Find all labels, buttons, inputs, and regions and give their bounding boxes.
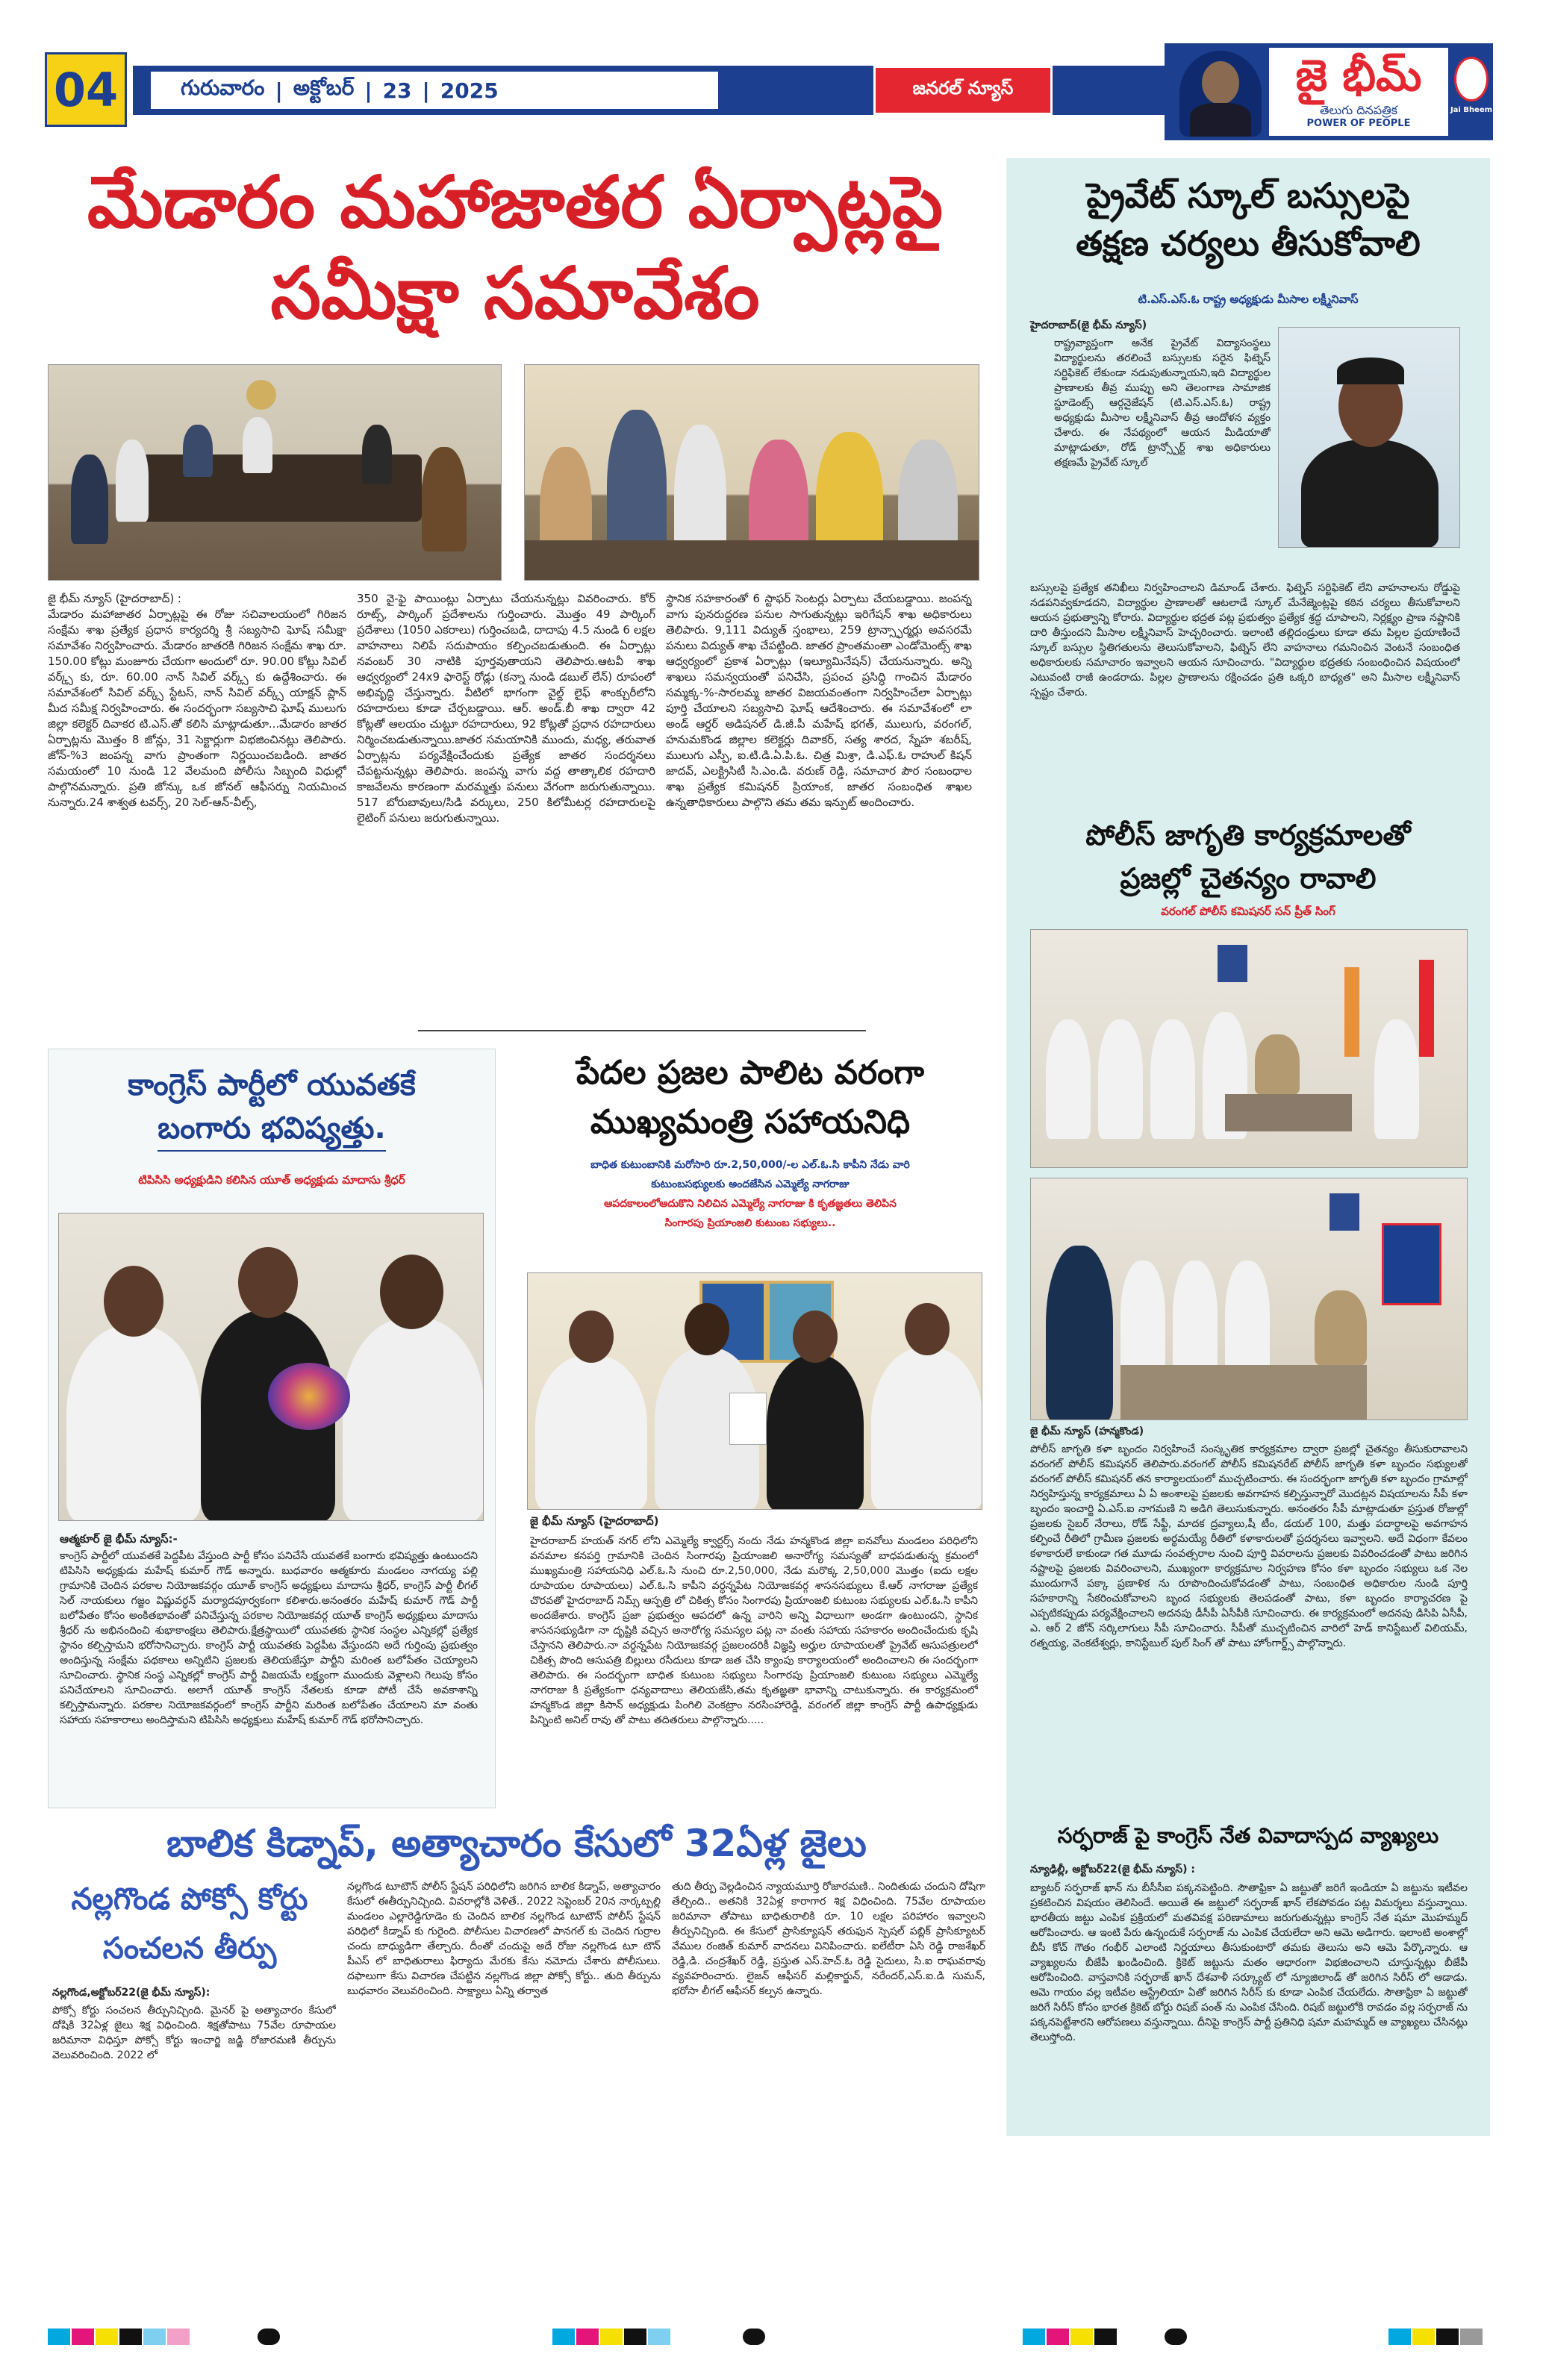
- header-month: అక్టోబర్: [293, 75, 355, 100]
- page-header: [45, 43, 1493, 148]
- main-article-col3: స్థానిక సహకారంతో 6 స్టాఫర్ సెంటర్లు ఏర్పాటు చేయబడ్డాయి. జంపన్న వాగు పునరుద్ధరణ పనుల సాగుతున్నట్లు ఇరిగేషన్ శాఖ అధికారులు తెలిపారు. 9,111 విద్యుత్ స్తంభాలు, 259 ట్రాన్స్ఫార్మర్లు అవసరమే పనులు విద్యుత్ శాఖ చేపట్టింది. జాతర ప్రాంతమంతా ఎండోమెంట్స్ శాఖ ఆధ్వర్యంలో ప్రకాశ ఏర్పాట్లు (ఇల్యూమినేషన్) చేయనున్నారు. అన్ని శాఖలు సమన్వయంతో పనిచేసి, ప్రపంచ ప్రసిద్ధి గాంచిన మేడారం సమ్మక్క-%-సారలమ్మ జాతర విజయవంతంగా నిర్వహించేలా ఏర్పాట్లు పూర్తి చేయాలని సబ్యసాచి ఘోష్ ఆదేశించారు. ఈ సమావేశంలో లా అండ్ ఆర్డర్ అడిషనల్ డి.జీ.పీ మహేష్ భగత్, ములుగు, వరంగల్, హనుమకొండ జిల్లాల కలెక్టర్లు దివాకర్, సత్య శారద, స్నేహ శబరీష్, ములుగు ఎస్పీ, ఐ.టి.డి.ఏ.పి.ఓ. చిత్ర మిశ్రా, డి.ఎఫ్.ఓ రాహుల్ కిషన్ జాదవ్, ఎలక్ట్రిసిటీ సి.ఎం.డి. వరుణ్ రెడ్డి, సమాచార పౌర సంబంధాల శాఖ ప్రత్యేక కమిషనర్ ప్రియాంక, జాతర సంబంధిత శాఖల ఉన్నతాధికారులు పాల్గొని తమ తమ ఇన్పుట్ అందించారు.: [666, 592, 972, 809]
- section-label-box: [873, 66, 1053, 115]
- logo-motto: POWER OF PEOPLE: [1306, 118, 1411, 129]
- kidnap-subhead-line2: సంచలన తీర్పు: [102, 1931, 277, 1966]
- header-date: 23: [382, 78, 412, 103]
- congress-headline-line1: కాంగ్రెస్ పార్టీలో యువతకే: [128, 1068, 416, 1102]
- congress-photo: [58, 1213, 484, 1521]
- congress-subhead: టిపిసిసి అధ్యక్షుడిని కలిసిన యూత్ అధ్యక్షుడు మాదాసు శ్రీధర్: [138, 1173, 405, 1187]
- sarfraz-body: బ్యాటర్ సర్ఫరాజ్ ఖాన్ ను బీసీసీఐ పక్కనపెట్టింది. సౌతాఫ్రికా ఏ జట్టుతో జరిగే ఇండియా ఏ జట్టును ఇటీవల ప్రకటించిన విషయం తెలిసిందే. అయితే ఈ జట్టులో సర్ఫరాజ్ ఖాన్ లేకపోవడం పట్ల విమర్శలు వస్తున్నాయి. భారతీయ జట్టు ఎంపిక ప్రక్రియలో మతవివక్ష పరిణామాలు జరుగుతున్నట్లు కాంగ్రెస్ నేత షమా మొహమ్మద్ ఆరోపించారు. ఆ ఇంటి పేరు ఉన్నందుకే సర్ఫరాజ్ ను ఎంపిక చేయలేదా అని ఆమె అడిగారు. ఇలాంటి అంశాల్లో బీసీ కోచ్ గౌతం గంభీర్ ఎలాంటి నిర్ణయాలు తీసుకుంటారో తమకు తెలుసు అని ఆమె పేర్కొన్నారు. ఆ వ్యాఖ్యలను బీజేపీ ఖండించింది. క్రికెట్ జట్టును మతం ఆధారంగా విభజించాలని చూస్తున్నట్లు బీజేపీ ఆరోపించింది. వాస్తవానికి సర్ఫరాజ్ ఖాన్ దేశవాళీ సర్క్యూట్ లో న్యూజిలాండ్ తో జరిగిన సిరీస్ లో ఆడాడు. ఆమె గాయం వల్ల ఇటీవల ఆస్ట్రేలియా ఏతో జరిగిన సిరీస్ కు కూడా ఎంపిక చేయలేదు. సౌతాఫ్రికా ఏ జట్టుతో జరిగే సిరీస్ కోసం భారత క్రికెట్ బోర్డు రిషబ్ పంత్ ను ఎంపిక చేసింది. రిషబ్ జట్టులోకి రావడం వల్ల సర్ఫరాజ్ ను పక్కనపెట్టేశారని ఆరోపణలు వస్తున్నాయి. దీనిపై కాంగ్రెస్ పార్టీ ప్రతినిధి షమా మహమ్మద్ ఆ వ్యాఖ్యలు చేసినట్లు తెలుస్తోంది.: [1030, 1882, 1468, 2043]
- congress-headline: [48, 1063, 496, 1152]
- cmrf-subhead-1: బాధిత కుటుంబానికి మరోసారి రూ.2,50,000/-ల ఎల్.ఓ.సి కాపీని నేడు వారి: [590, 1159, 910, 1171]
- police-photo-top: [1030, 929, 1468, 1168]
- cmrf-body: హైదరాబాద్ హయత్ నగర్ లోని ఎమ్మెల్యే క్వార్టర్స్ నందు నేడు హన్మకొండ జిల్లా ఐనవోలు మండలం పరిధిలోని వనమాల కనపర్తి గ్రామానికి చెందిన సింగారపు ప్రియాంజలి అనారోగ్య సమస్యతో బాధపడుతున్న క్రమంలో ముఖ్యమంత్రి సహాయనిధి ఎల్.ఓ.సి నుంచి రూ.2,50,000, నేడు మరొక్క 2,50,000 మొత్తం (ఐదు లక్షల రూపాయల రూపాయలు) ఎల్.ఓ.సి కాపీని వర్ధన్నపేట నియోజకవర్గ శాసనసభ్యులు కే.ఆర్ నాగరాజు ప్రత్యేక చొరవతో హైదరాబాద్ నిమ్స్ ఆస్పత్రి లో చికిత్స కోసం సింగారపు ప్రియాంజలి కుటుంబ సభ్యులకు ఎల్.ఓ.సి కాపీని అందజేశారు. కాంగ్రెస్ ప్రజా ప్రభుత్వం ఆపదలో ఉన్న వారిని అన్ని విధాలుగా అండగా ఉంటుందని, స్థానిక శాసనసభ్యుడిగా నా దృష్టికి వచ్చిన అనారోగ్య సమస్యల పట్ల నా వంతు సహాయ సహకారం అందించేందుకు కృషి చేస్తానని తెలిపారు.నా వర్ధన్నపేట నియోజకవర్గ ప్రజలందరికీ విజ్ఞప్తి అర్హుల రూపాయలతో ప్రైవేట్ ఆసుపత్రులలో చికిత్స పొంది ఆసుపత్రి బిల్లులు రసీదులు కూడా జత చేసి క్యాంపు కార్యాలయంలో అందించాలని ఈ సందర్భంగా తెలిపారు. ఈ సందర్భంగా బాధిత కుటుంబ సభ్యులు సింగారపు ప్రియాంజలి కుటుంబ సభ్యులు ఎమ్మెల్యే నాగరాజు కి ప్రత్యేకంగా ధన్యవాదాలు తెలియజేసి,తమ కృతజ్ఞతా భావాన్ని చాటుకున్నారు. ఈ కార్యక్రమంలో హన్మకొండ జిల్లా కిసాన్ అధ్యక్షుడు పింగిలి వెంకట్రాం నరసింహారెడ్డి, వరంగల్ జిల్లా కాంగ్రెస్ పార్టీ ఉపాధ్యక్షుడు పిన్నింటి అనిల్ రావు తో పాటు తదితరులు పాల్గొన్నారు.....: [530, 1535, 978, 1726]
- sarfraz-dateline: న్యూఢిల్లీ, అక్టోబర్22(జై భీమ్ న్యూస్) :: [1030, 1864, 1195, 1875]
- main-headline: [45, 157, 985, 339]
- logo-emblem: [1454, 57, 1489, 101]
- section-label: జనరల్ న్యూస్: [912, 78, 1014, 99]
- kidnap-dateline: నల్లగొండ,అక్టోబర్22(జై భీమ్ న్యూస్):: [52, 1987, 211, 1999]
- sarfraz-headline: సర్ఫరాజ్ పై కాంగ్రెస్ నేత వివాదాస్పద వ్యాఖ్యలు: [1057, 1823, 1439, 1848]
- masthead-logo: [1165, 43, 1493, 140]
- main-headline-line1: మేడారం మహాజాతర ఏర్పాట్లపై: [87, 160, 944, 244]
- logo-small: Jai Bheem: [1450, 106, 1493, 114]
- cmrf-photo: [527, 1272, 982, 1510]
- cmrf-headline-line2: ముఖ్యమంత్రి సహాయనిధి: [590, 1103, 911, 1141]
- police-headline: [1006, 813, 1490, 900]
- main-article-col2: 350 వై-ఫై పాయింట్లు ఏర్పాటు చేయనున్నట్లు వివరించారు. కోర్ రూట్స్, పార్కింగ్ ప్రదేశాలను గుర్తించారు. మొత్తం 49 పార్కింగ్ ప్రదేశాలు (1050 ఎకరాలు) గుర్తించబడి, దాదాపు 4.5 నుండి 6 లక్షల వాహనాలు నిలిపే సదుపాయం కల్పించబడుతుంది. ఈ ఏర్పాట్లు నవంబర్ 30 నాటికి పూర్తవుతాయని తెలిపారు.ఆటవీ శాఖ ఆధ్వర్యంలో 24x9 ఫారెస్ట్ రోడ్లు (కన్నా నుండి డబుల్ లేన్) రూపంలో అభివృద్ధి చేస్తున్నారు. వీటిలో భాగంగా వైల్డ్ లైఫ్ శాంక్చురీలోని రహదారులు కూడా చేర్చబడ్డాయి. ఆర్. అండ్.బీ శాఖ ద్వారా 42 కోట్లతో ఆలయం చుట్టూ రహదారులు, 92 కోట్లతో ప్రధాన రహదారులు నిర్మించబడుతున్నాయి.జాతర సమయానికి ముందు, మధ్య, తరువాత ఏర్పాట్లను పర్యవేక్షించేందుకు ప్రత్యేక జాతర సందర్శనలు చేపట్టనున్నట్లు తెలిపారు. జంపన్న వాగు వద్ద తాత్కాలిక రహదారి కాజవేలను కారణంగా మరమ్మత్తు పనులు వేగంగా జరుగుతున్నాయి. 517 బోరుబావులు/సిడి వర్కులు, 250 కిలోమీటర్ల రహదారులపై లైటింగ్ పనులు జరుగుతున్నాయి.: [357, 592, 655, 825]
- bus-dateline: హైదరాబాద్(జై భీమ్ న్యూస్): [1030, 319, 1147, 331]
- cmrf-subhead-3: ఆపదకాలంలోఆదుకొని నిలిచిన ఎమ్మెల్యే నాగరాజు కి కృతజ్ఞతలు తెలిపిన: [604, 1198, 897, 1210]
- cmrf-subhead-4: సింగారపు ప్రియాంజలి కుటుంబ సభ్యులు..: [664, 1217, 836, 1229]
- police-body: పోలీస్ జాగృతి కళా బృందం నిర్వహించే సంస్కృతిక కార్యక్రమాల ద్వారా ప్రజల్లో చైతన్యం తీసుకురావాలని వరంగల్ పోలీస్ కమిషనర్ తెలిపారు.వరంగల్ పోలీస్ కమిషనరేట్ పోలీస్ జాగృతి కళా బృందం సభ్యులతో వరంగల్ పోలీస్ కమిషనర్ తన కార్యాలయంలో ముచ్చటించారు. ఈ సందర్భంగా జాగృతి కళా బృందం గ్రామాల్లో నిర్వహిస్తున్న కార్యక్రమాలు ఏ ఏ అంశాలపై ప్రజలకు అవగాహన కల్పిస్తున్నారో మొదట్లన విషయాలను సీపీ కళా బృందం ఇంచార్జి ఏ.ఎస్.ఐ నాగమణి ని అడిగి తెలుసుకున్నారు. అనంతరం సీపీ మాట్లాడుతూ ప్రస్తుత రోజుల్లో ప్రజలకు సైబర్ నేరాలు, రోడ్ సేఫ్టీ, మాదక ద్రవ్యాలు,షీ టీం, డయల్ 100, మత్తు పదార్థాలపై అవగాహన కల్పించే రీతిలో గ్రామీణ ప్రజలకు అర్థమయ్యే రీతిలో కళాకారులతో ప్రదర్శనలు ఇవ్వాలని. అదే విధంగా కేవలం కళాకారులే కాకుండా గత మూడు సంవత్సరాల నుంచి పూర్తి వివరాలను ప్రజలకు వివరించడంతో పాటు జరిగిన నష్టాలపై ప్రజలకు వివరించాలని, ముఖ్యంగా కార్యక్రమాల నిర్వహణ కోసం కళా బృందం సభ్యులు ఒక నెల ముందుగానే పక్కా ప్రణాళిక ను రూపొందించుకోవడంతో పాటు, సంబంధిత అధికారుల నుండి పూర్తి సహకారాన్ని సేకరించుకోవాలని బృంద సభ్యులకు తెలపడంతో పాటు, కళా బృందం కార్యాచరణ పై ఎప్పటికప్పుడు పర్యవేక్షించాలని అదనపు డీసీపీ ఏసీపీకి సూచించారు. ఈ కార్యక్రమంలో అదనపు డిసిపి ఏసీపీ, ఎ. ఆర్ 2 జోన్ సర్కిలాగులు సీపీ సూచించారు. సీపీతో ముచ్చటించిన వారిలో హెడ్ కానిస్టేబుల్ విలియమ్, రత్నయ్య, వెంకటేశ్వర్లు, కానిస్టేబుల్ పుల్ సింగ్ తో పాటు హోంగార్డ్స్ పాల్గొన్నారు.: [1030, 1443, 1468, 1649]
- page-number: 04: [53, 62, 119, 117]
- cmrf-dateline: జై భీమ్ న్యూస్ (హైదరాబాద్): [530, 1514, 659, 1528]
- bus-headline: [1006, 172, 1490, 267]
- header-day: గురువారం: [181, 75, 265, 100]
- kidnap-col2: నల్లగొండ టూటౌన్ పోలీస్ స్టేషన్ పరిధిలోని జరిగిన బాలిక కిడ్నాప్, అత్యాచారం కేసులో ఈతీర్పునిచ్చింది. వివరాల్లోకి వెళితే.. 2022 సెప్టెంబర్ 20న నార్కట్పల్లి మండలం ఎల్లారెడ్డిగూడెం కు చెందిన బాలిక నల్లగొండ టూటౌన్ పోలీస్ స్టేషన్ పరిధిలో కిడ్నాప్ కు గురైంది. పోలీసుల విచారణలో పానగల్ కు చెందిన గుర్రాల చందు బాధ్యుడిగా తేల్చారు. దీంతో చందుపై అదే రోజు నల్లగొండ టూ టౌన్ పీఎస్ లో బాధితురాలు ఫిర్యాదు మేరకు కేసు నమోదు చేశారు పోలీసులు. దఫాలుగా కేసు విచారణ చేపట్టిన నల్లగొండ జిల్లా పోక్సో కోర్టు.. తుది తీర్పును బుధవారం వెలువరించింది. సాక్ష్యాలు ఏన్ని తర్వాత: [347, 1881, 661, 1997]
- meeting-photo-left: [48, 364, 502, 581]
- logo-tagline: తెలుగు దినపత్రిక: [1319, 103, 1398, 117]
- meesala-photo: [1278, 327, 1460, 548]
- kidnap-headline: బాలిక కిడ్నాప్, అత్యాచారం కేసులో 32ఏళ్ల జైలు: [166, 1822, 867, 1865]
- police-headline-line2: ప్రజల్లో చైతన్యం రావాలి: [1120, 862, 1377, 895]
- bus-body-full: బస్సులపై ప్రత్యేక తనిఖీలు నిర్వహించాలని డిమాండ్ చేశారు. ఫిట్నెస్ సర్టిఫికెట్ లేని వాహనాలను రోడ్డుపై నడపనివ్వకూడదని, విద్యార్థుల ప్రాణాలతో ఆటలాడే స్కూల్ మేనేజ్మెంట్లపై కఠిన చర్యలు తీసుకోవాలని ఆయన ప్రభుత్వాన్ని కోరారు. విద్యార్థుల భద్రత పట్ల ప్రభుత్వం ప్రత్యేక శ్రద్ధ చూపాలని, నిర్లక్ష్యం ప్రాణ నష్టానికి దారి తీస్తుందని మీసాల లక్ష్మీనివాస్ హెచ్చరించారు. ఇలాంటి తల్లిదండ్రులు కూడా తమ పిల్లల ప్రయాణించే స్కూల్ బస్సుల స్థితిగతులను తెలుసుకోవాలని, ఫిట్నెస్ లేని వాహనాలు గమనించిన వెంటనే సంబంధిత అధికారులకు సమాచారం ఇవ్వాలని ఆయన సూచించారు. "విద్యార్థుల భద్రతకు సంబంధించిన విషయంలో ఎటువంటి రాజీ ఉండరాదు. పిల్లల ప్రాణాలను రక్షించడం ప్రతి ఒక్కరి బాధ్యత" అని మీసాల లక్ష్మీనివాస్ స్పష్టం చేశారు.: [1030, 582, 1460, 699]
- registration-marks: [0, 2329, 1543, 2358]
- bus-subhead: టి.ఎస్.ఎస్.ఓ రాష్ట్ర అధ్యక్షుడు మీసాల లక్ష్మీనివాస్: [1138, 293, 1359, 306]
- meeting-photo-right: [524, 364, 979, 581]
- bus-body-side: రాష్ట్రవ్యాప్తంగా అనేక ప్రైవేట్ విద్యాసంస్థలు విద్యార్థులను తరలించే బస్సులకు సరైన ఫిట్నెస్ సర్టిఫికెట్ లేకుండా నడుపుతున్నాయని,ఇది విద్యార్థుల ప్రాణాలకు తీవ్ర ముప్పు అని తెలంగాణ సామాజిక స్టూడెంట్స్ ఆర్గనైజేషన్ (టి.ఎస్.ఎస్.ఓ) రాష్ట్ర అధ్యక్షుడు మీసాల లక్ష్మీనివాస్ తీవ్ర ఆందోళన వ్యక్తం చేశారు. ఈ నేపథ్యంలో ఆయన మీడియాతో మాట్లాడుతూ, రోడ్ ట్రాన్స్పోర్ట్ శాఖ అధికారులు తక్షణమే ప్రైవేట్ స్కూల్: [1054, 337, 1271, 469]
- cmrf-headline: [515, 1049, 985, 1147]
- congress-dateline: ఆత్మకూర్ జై భీమ్ న్యూస్:-: [60, 1532, 178, 1546]
- kidnap-col3: తుది తీర్పు వెల్లడించిన న్యాయమూర్తి రోజారమణి.. నిందితుడు చందుని దోషిగా తేల్చింది.. అతనికి 32ఏళ్ల కారాగార శిక్ష విధించింది. 75వేల రూపాయల జరిమానా తోపాటు బాధితురాలికి రూ. 10 లక్షల పరిహారం ఇవ్వాలని తీర్పునిచ్చింది. ఈ కేసులో ప్రాసిక్యూషన్ తరుఫున స్పెషల్ పబ్లిక్ ప్రాసిక్యూటర్ వేముల రంజిత్ కుమార్ వాదనలు వినిపించారు. ఐలేటీరా ఏసి రెడ్డి రాజశేఖర్ రెడ్డి,డి. చంద్రశేఖర్ రెడ్డి, ప్రస్తుత ఎస్.హెచ్.ఓ రెడ్డి సైదులు, సి.ఐ రాఘవరావు వ్యవహరించారు. లైజన్ ఆఫీసర్ మల్లికార్జున్, నరేందర్,ఎస్.ఐ.డి సుమన్, భరోసా లీగల్ ఆఫీసర్ కల్పన ఉన్నారు.: [672, 1881, 985, 1997]
- kidnap-subhead-line1: నల్లగొండ పోక్సో కోర్టు: [71, 1882, 308, 1917]
- congress-body: కాంగ్రెస్ పార్టీలో యువతకే పెద్దపీట వేస్తుంది పార్టీ కోసం పనిచేసే యువతకే బంగారు భవిష్యత్తు ఉంటుందని టిపిసిసి అధ్యక్షుడు మహేష్ కుమార్ గౌడ్ అన్నారు. బుధవారం ఆత్మకూరు మండలం నాగయ్య పల్లి గ్రామానికి చెందిన పరకాల నియోజకవర్గం యూత్ కాంగ్రెస్ అధ్యక్షులు మాదాసు శ్రీధర్, కాంగ్రెస్ పార్టీ లీగల్ సెల్ నాయకులు గజ్జం విష్ణువర్ధన్ మర్యాదపూర్వకంగా కలిశారు.అనంతరం మహేష్ కుమార్ గౌడ్ పార్టీ బలోపేతం కోసం అంకితభావంతో పనిచేస్తున్న పరకాల నియోజకవర్గ యూత్ కాంగ్రెస్ అధ్యక్షులు మాదాసు శ్రీధర్ ను అభినందించి శుభాకాంక్షలు తెలిపారు.క్షేత్రస్థాయిలో యువతకు స్థానిక సంస్థల ఎన్నికల్లో ప్రత్యేక స్థానం కల్పిస్తామని భరోసానిచ్చారు. కాంగ్రెస్ పార్టీ యువతకు పెద్దపీట వేస్తుందని అదే గుర్తింపు ప్రభుత్వం అందిస్తున్న సంక్షేమ పథకాలు అన్నిటిని ప్రజలకు తెలియజేస్తూ పార్టీని మరింత బలోపేతం చెయ్యాలని సూచించారు. స్థానిక సంస్థ ఎన్నికల్లో కాంగ్రెస్ పార్టీ విజయమే లక్ష్యంగా ముందుకు వెళ్లాలని గెలుపు కోసం పనిచేయాలని సూచించారు. అలాగే యూత్ కాంగ్రెస్ నేతలకు కూడా పోటీ చేసే అవకాశాన్ని కల్పిస్తామన్నారు. పరకాల నియోజకవర్గంలో కాంగ్రెస్ పార్టీని మరింత బలోపేతం చేయాలని మా వంతు సహాయ సహకారాలు అందిస్తామని టిపిసిసి అధ్యక్షులు మహేష్ కుమార్ గౌడ్ భరోసానిచ్చారు.: [60, 1550, 478, 1726]
- police-photo-bottom: [1030, 1178, 1468, 1420]
- cmrf-subhead-2: కుటుంబసభ్యులకు అందజేసిన ఎమ్మెల్యే నాగరాజు: [651, 1178, 850, 1190]
- logo-title: జై భీమ్: [1295, 50, 1422, 101]
- header-date-band: గురువారం | అక్టోబర్ | 23 | 2025: [151, 72, 718, 109]
- kidnap-col1: పోక్సో కోర్టు సంచలన తీర్పునిచ్చింది. మైనర్ పై అత్యాచారం కేసులో దోషికి 32ఏళ్ల జైలు శిక్ష విధించింది. శిక్షతోపాటు 75వేల రూపాయల జరిమానా విధిస్తూ పోక్సో కోర్టు ఇంచార్జి జడ్జి రోజారమణి తీర్పును వెలువరించింది. 2022 లో: [52, 2005, 336, 2061]
- header-year: 2025: [440, 78, 499, 103]
- police-dateline: జై భీమ్ న్యూస్ (హన్మకొండ): [1030, 1425, 1144, 1437]
- ambedkar-portrait: [1179, 51, 1262, 137]
- police-subhead: వరంగల్ పోలీస్ కమిషనర్ సన్ ప్రీత్ సింగ్: [1161, 905, 1335, 918]
- main-article-col1: జై భీమ్ న్యూస్ (హైదరాబాద్) : మేడారం మహాజాతర ఏర్పాట్లపై ఈ రోజు సచివాలయంలో గిరిజన సంక్షేమ శాఖ ప్రత్యేక ప్రధాన కార్యదర్శి శ్రీ సబ్యసాచి ఘోష్ సమీక్షా సమావేశం నిర్వహించారు. మేడారం జాతరకి గిరిజన సంక్షేమ శాఖ రూ. 150.00 కోట్లు మంజూరు చేయగా అందులో రూ. 90.00 కోట్లు సివిల్ వర్క్స్ కు, రూ. 60.00 నాన్ సివిల్ వర్క్స్ కు ఉద్దేశించారు. ఈ సమావేశంలో సివిల్ వర్క్స్ స్టేటస్, నాన్ సివిల్ వర్క్స్ యాక్షన్ ప్లాన్ మీద సమీక్ష నిర్వహించారు. ఈ సందర్భంగా సబ్యసాచి ఘోష్ ములుగు జిల్లా కలెక్టర్ దివాకర టి.ఎస్.తో కలిసి మాట్లాడుతూ...మేడారం జాతర ఏర్పాట్లను మొత్తం 8 జోన్లు, 31 సెక్టార్లుగా విభజించినట్లు తెలిపారు. జోన్-%3 జంపన్న వాగు ప్రాంతంగా నిర్ణయించబడింది. జాతర సమయంలో 10 నుండి 12 వేలమంది పోలీసు సిబ్బంది విధుల్లో పాల్గొనమన్నారు. ప్రతి జోన్కు ఒక జోనల్ ఆఫీసర్ను నియమించ నున్నారు.24 శాశ్వత టవర్స్, 20 సెల్-ఆన్-వీల్స్,: [48, 592, 346, 809]
- bus-headline-line1: ప్రైవేట్ స్కూల్ బస్సులపై: [1086, 175, 1410, 216]
- flower-bouquet: [268, 1363, 350, 1430]
- cmrf-headline-line1: పేదల ప్రజల పాలిట వరంగా: [576, 1054, 924, 1092]
- section-divider: [418, 1030, 866, 1031]
- police-headline-line1: పోలీస్ జాగృతి కార్యక్రమాలతో: [1085, 819, 1411, 852]
- bus-headline-line2: తక్షణ చర్యలు తీసుకోవాలి: [1076, 223, 1421, 263]
- page-number-box: [45, 52, 127, 127]
- kidnap-subhead: [48, 1875, 331, 1973]
- cmrf-subheads: [515, 1155, 985, 1233]
- main-headline-line2: సమీక్షా సమావేశం: [270, 252, 760, 335]
- congress-headline-line2: బంగారు భవిష్యత్తు.: [158, 1107, 385, 1152]
